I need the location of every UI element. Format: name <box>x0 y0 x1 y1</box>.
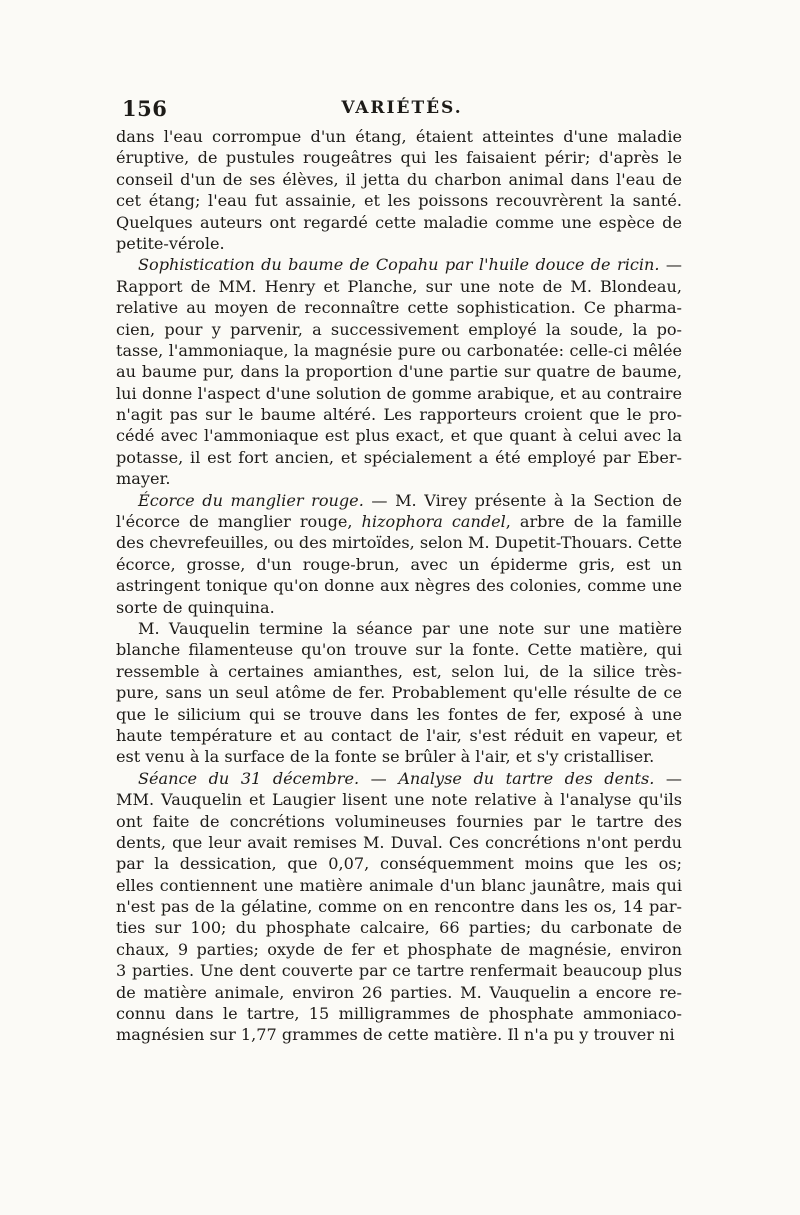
text-line <box>116 126 682 147</box>
text-line <box>116 190 682 211</box>
text-run: — <box>654 768 682 788</box>
page-number: 156 <box>122 96 168 121</box>
text-run: pure, sans un seul atôme de fer. Probablement qu'elle résulte de ce <box>116 683 682 703</box>
text-run: connu dans le tartre, 15 milligrammes de phosphate ammoniaco- <box>116 1004 682 1024</box>
italic-run: Écorce du manglier rouge. <box>138 490 364 510</box>
text-line <box>116 447 682 468</box>
text-line <box>116 704 682 725</box>
text-run: l'écorce de manglier rouge, <box>116 512 362 532</box>
text-line <box>116 960 682 981</box>
text-run: n'est pas de la gélatine, comme on en rencontre dans les os, 14 par- <box>116 897 682 917</box>
text-run: Quelques auteurs ont regardé cette maladie comme une espèce de <box>116 212 682 232</box>
text-line <box>116 811 682 832</box>
text-run: relative au moyen de reconnaître cette sophistication. Ce pharma- <box>116 298 682 318</box>
text-run: ont faite de concrétions volumineuses fournies par le tartre des <box>116 811 682 831</box>
body-text <box>116 126 682 1046</box>
text-line <box>116 982 682 1003</box>
text-line <box>116 554 682 575</box>
text-line <box>116 361 682 382</box>
text-run: elles contiennent une matière animale d'un blanc jaunâtre, mais qui <box>116 875 682 895</box>
text-run: Rapport de MM. Henry et Planche, sur une note de M. Blondeau, <box>116 276 682 296</box>
text-run: haute température et au contact de l'air, s'est réduit en vapeur, et <box>116 725 682 745</box>
running-head: VARIÉTÉS. <box>341 98 463 118</box>
text-line <box>116 425 682 446</box>
text-line <box>116 746 682 767</box>
text-run: — <box>659 255 682 275</box>
text-line <box>116 383 682 404</box>
text-line <box>116 682 682 703</box>
text-line <box>116 618 682 639</box>
text-line <box>116 853 682 874</box>
text-run: est venu à la surface de la fonte se brûler à l'air, et s'y cristalliser. <box>116 747 655 767</box>
text-line <box>116 319 682 340</box>
text-run: au baume pur, dans la proportion d'une partie sur quatre de baume, <box>116 362 682 382</box>
italic-run: hizophora candel <box>361 512 506 532</box>
text-run: chaux, 9 parties; oxyde de fer et phosphate de magnésie, environ <box>116 939 682 959</box>
text-line <box>116 169 682 190</box>
text-run: astringent tonique qu'on donne aux nègres des colonies, comme une <box>116 576 682 596</box>
text-run: lui donne l'aspect d'une solution de gomme arabique, et au contraire <box>116 383 682 403</box>
text-run: ties sur 100; du phosphate calcaire, 66 parties; du carbonate de <box>116 918 682 938</box>
text-run: dents, que leur avait remises M. Duval. Ces concrétions n'ont perdu <box>116 832 682 852</box>
text-line <box>116 832 682 853</box>
text-run: par la dessication, que 0,07, conséquemment moins que les os; <box>116 854 682 874</box>
text-run: que le silicium qui se trouve dans les fontes de fer, exposé à une <box>116 704 682 724</box>
text-run: cédé avec l'ammoniaque est plus exact, et que quant à celui avec la <box>116 426 682 446</box>
italic-run: Analyse du tartre des dents. <box>398 768 655 788</box>
text-line <box>116 340 682 361</box>
text-run: MM. Vauquelin et Laugier lisent une note relative à l'analyse qu'ils <box>116 790 682 810</box>
text-run: tasse, l'ammoniaque, la magnésie pure ou carbonatée: celle-ci mêlée <box>116 340 682 360</box>
italic-run: Sophistication du baume de Copahu par l'huile douce de ricin. <box>138 255 660 275</box>
text-run: mayer. <box>116 469 171 489</box>
text-run: sorte de quinquina. <box>116 597 275 617</box>
text-run: conseil d'un de ses élèves, il jetta du charbon animal dans l'eau de <box>116 169 682 189</box>
text-line <box>116 875 682 896</box>
text-line <box>116 532 682 553</box>
text-run: petite-vérole. <box>116 233 225 253</box>
text-line <box>116 254 682 275</box>
text-line <box>116 939 682 960</box>
text-line <box>116 1024 682 1045</box>
text-line <box>116 917 682 938</box>
text-line <box>116 490 682 511</box>
text-run: des chevrefeuilles, ou des mirtoïdes, selon M. Dupetit-Thouars. Cette <box>116 533 682 553</box>
text-run: blanche filamenteuse qu'on trouve sur la fonte. Cette matière, qui <box>116 640 682 660</box>
text-line <box>116 575 682 596</box>
text-line <box>116 661 682 682</box>
text-line <box>116 468 682 489</box>
text-line <box>116 597 682 618</box>
text-run: potasse, il est fort ancien, et spécialement a été employé par Eber- <box>116 447 682 467</box>
italic-run: Séance du 31 décembre. <box>138 768 360 788</box>
text-run: n'agit pas sur le baume altéré. Les rapporteurs croient que le pro- <box>116 405 682 425</box>
text-run: , arbre de la famille <box>505 512 682 532</box>
text-line <box>116 789 682 810</box>
page-header <box>122 96 682 124</box>
text-run: M. Vauquelin termine la séance par une note sur une matière <box>138 618 682 638</box>
text-run: 3 parties. Une dent couverte par ce tartre renfermait beaucoup plus <box>116 961 682 981</box>
text-line <box>116 768 682 789</box>
text-run: — <box>359 768 399 788</box>
text-run: éruptive, de pustules rougeâtres qui les faisaient périr; d'après le <box>116 148 682 168</box>
text-line <box>116 147 682 168</box>
text-line <box>116 212 682 233</box>
text-run: — M. Virey présente à la Section de <box>363 490 682 510</box>
text-run: dans l'eau corrompue d'un étang, étaient atteintes d'une maladie <box>116 127 682 146</box>
text-line <box>116 639 682 660</box>
text-line <box>116 1003 682 1024</box>
text-line <box>116 896 682 917</box>
text-run: écorce, grosse, d'un rouge-brun, avec un épiderme gris, est un <box>116 554 682 574</box>
text-line <box>116 276 682 297</box>
text-run: magnésien sur 1,77 grammes de cette matière. Il n'a pu y trouver ni <box>116 1025 675 1045</box>
text-line <box>116 233 682 254</box>
text-run: cet étang; l'eau fut assainie, et les poissons recouvrèrent la santé. <box>116 191 682 211</box>
text-line <box>116 404 682 425</box>
text-line <box>116 297 682 318</box>
text-line <box>116 725 682 746</box>
text-run: ressemble à certaines amianthes, est, selon lui, de la silice très- <box>116 661 682 681</box>
text-run: cien, pour y parvenir, a successivement employé la soude, la po- <box>116 319 682 339</box>
text-run: de matière animale, environ 26 parties. M. Vauquelin a encore re- <box>116 982 682 1002</box>
text-line <box>116 511 682 532</box>
